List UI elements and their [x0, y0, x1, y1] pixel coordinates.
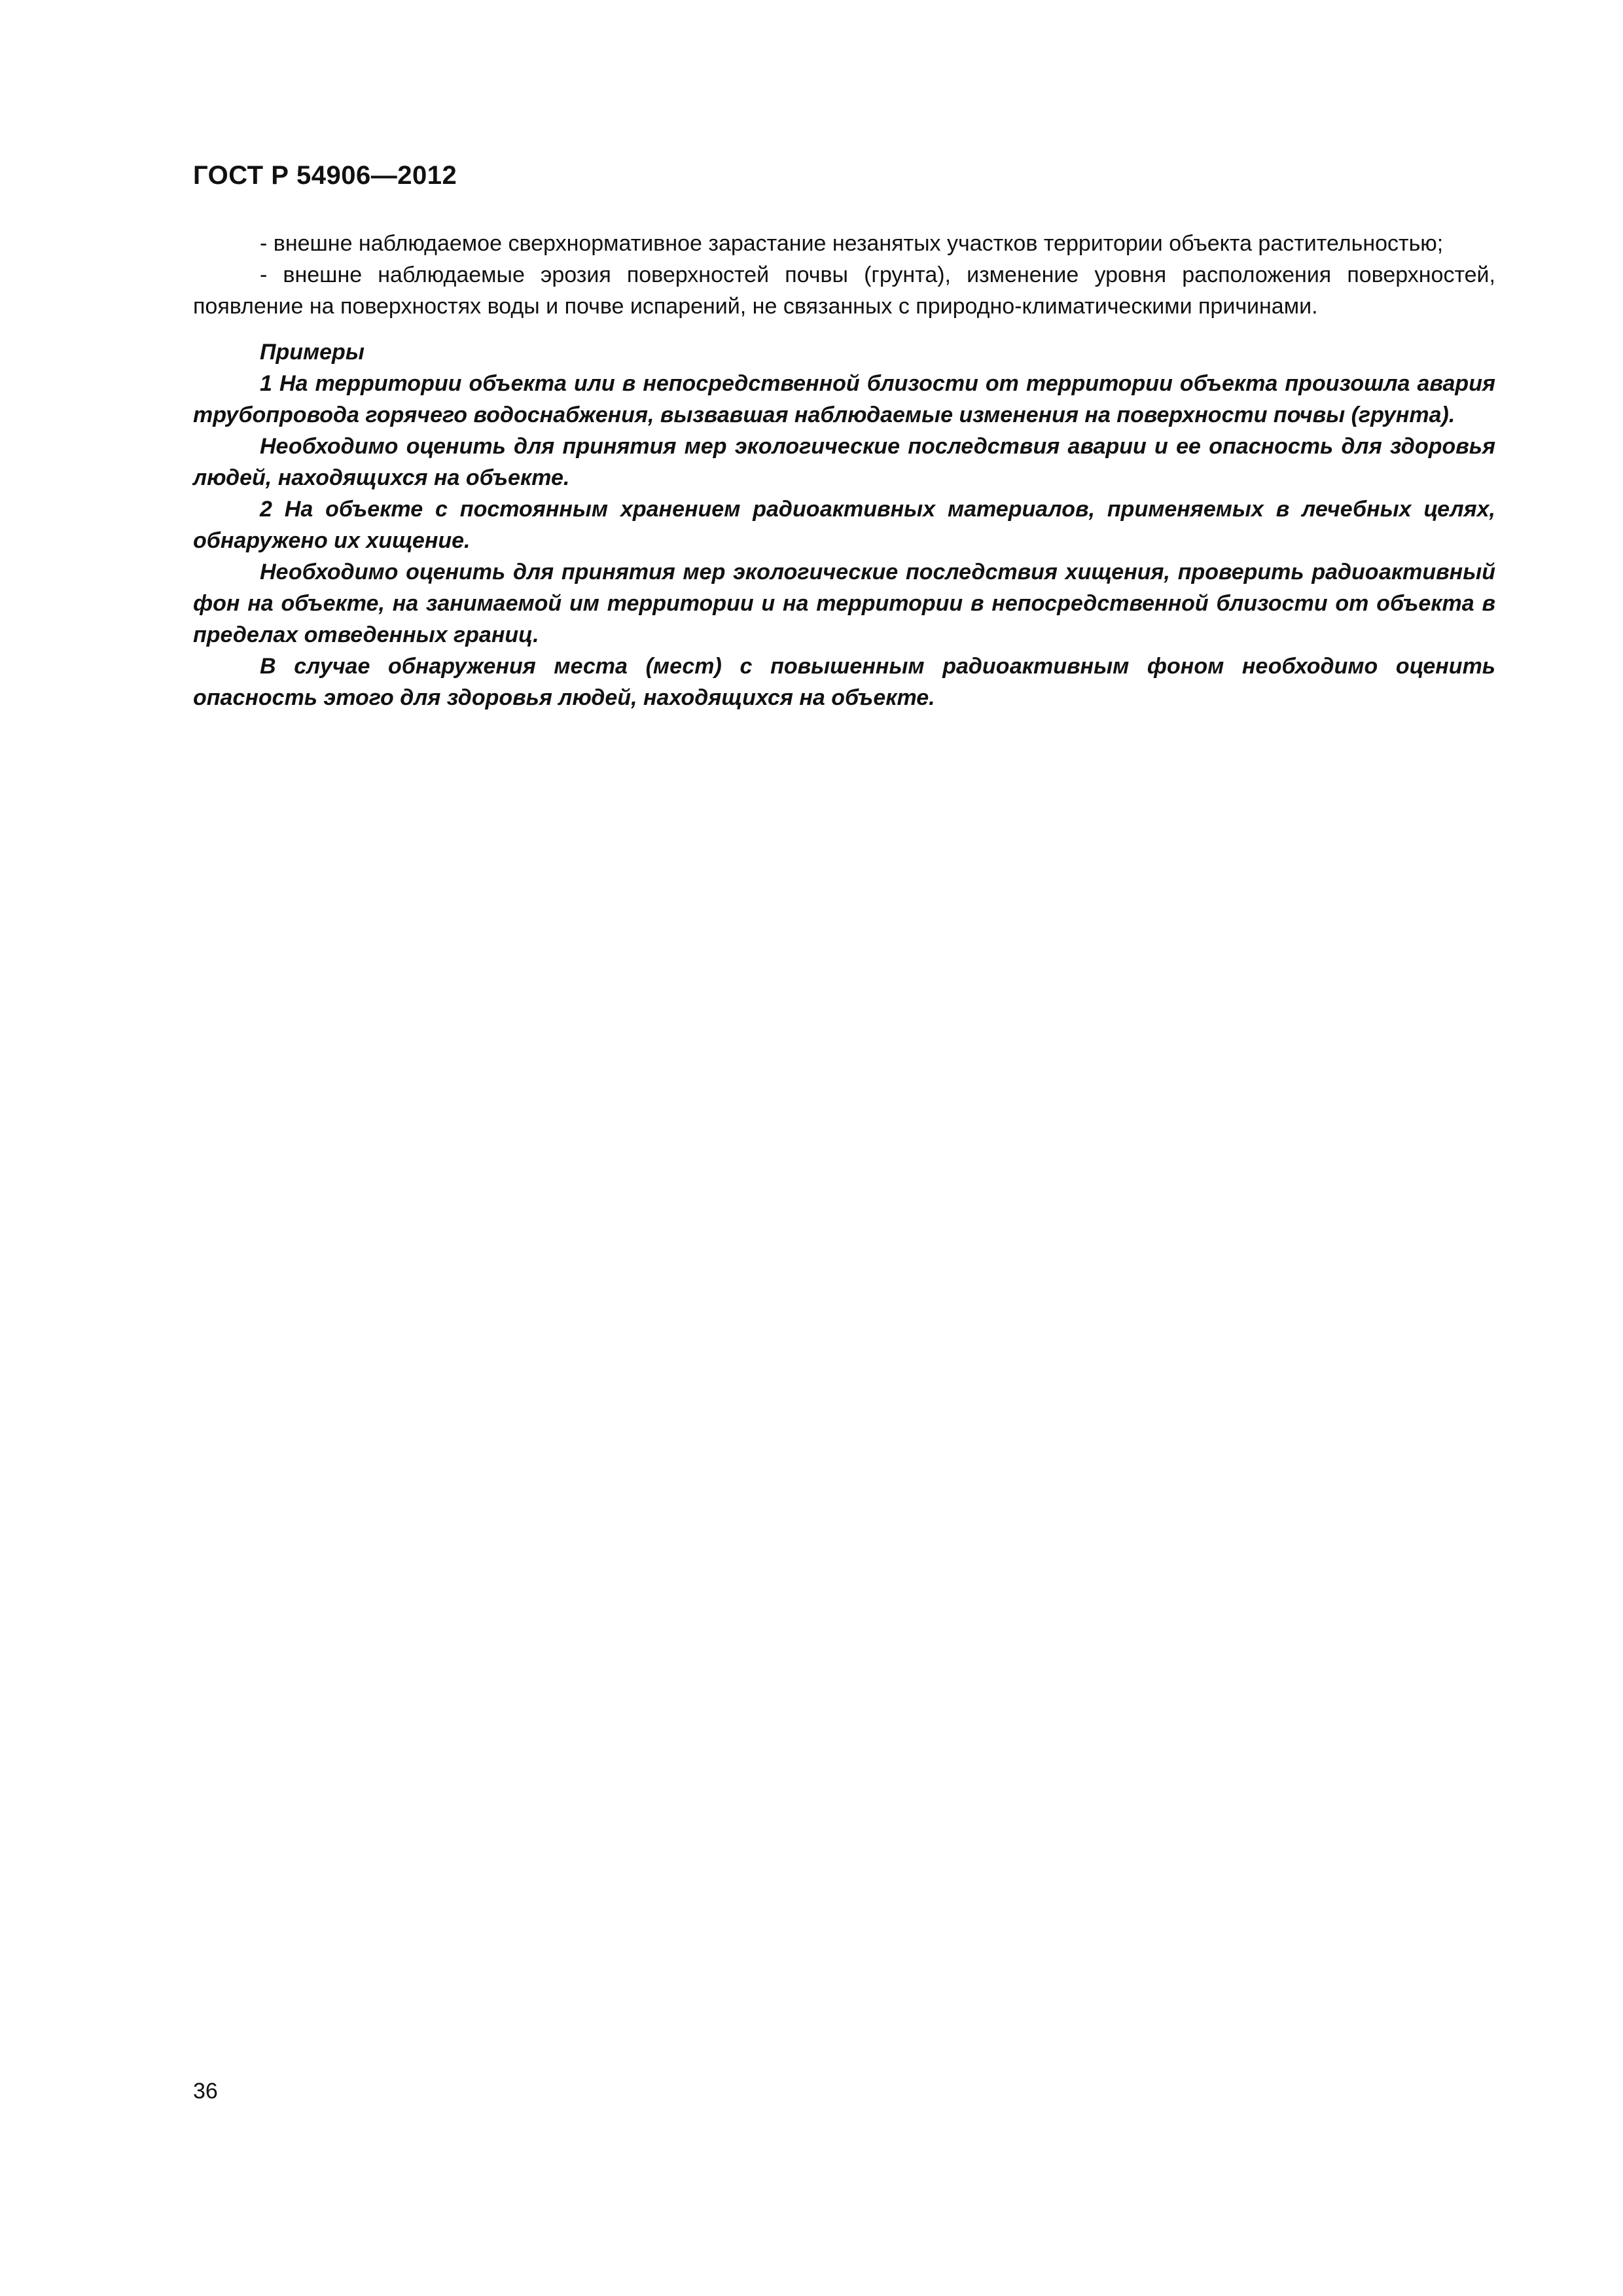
list-item: - внешне наблюдаемое сверхнормативное зарастание незанятых участков территории объекта растительностью;: [260, 231, 1444, 256]
examples-section: [193, 336, 1495, 713]
examples-heading: Примеры: [260, 340, 365, 365]
example-paragraph: В случае обнаружения места (мест) с повышенным радиоактивным фоном необходимо оценить опасность этого для здоровья людей, находящихся на объекте.: [193, 654, 1495, 710]
document-body: [193, 228, 1495, 713]
example-paragraph: Необходимо оценить для принятия мер экологические последствия хищения, проверить радиоактивный фон на объекте, на занимаемой им территории и на территории в непосредственной близости от объекта в пределах отведенных границ.: [193, 560, 1495, 647]
page-number: 36: [193, 2079, 218, 2104]
list-item: - внешне наблюдаемые эрозия поверхностей почвы (грунта), изменение уровня расположения поверхностей, появление на поверхностях воды и почве испарений, не связанных с природно-климатическими причинами.: [193, 262, 1495, 319]
example-paragraph: 1 На территории объекта или в непосредственной близости от территории объекта произошла авария трубопровода горячего водоснабжения, вызвавшая наблюдаемые изменения на поверхности почвы (грунта).: [193, 371, 1495, 427]
document-header-id: ГОСТ Р 54906—2012: [193, 161, 457, 190]
example-paragraph: Необходимо оценить для принятия мер экологические последствия аварии и ее опасность для здоровья людей, находящихся на объекте.: [193, 434, 1495, 490]
example-paragraph: 2 На объекте с постоянным хранением радиоактивных материалов, применяемых в лечебных целях, обнаружено их хищение.: [193, 497, 1495, 553]
